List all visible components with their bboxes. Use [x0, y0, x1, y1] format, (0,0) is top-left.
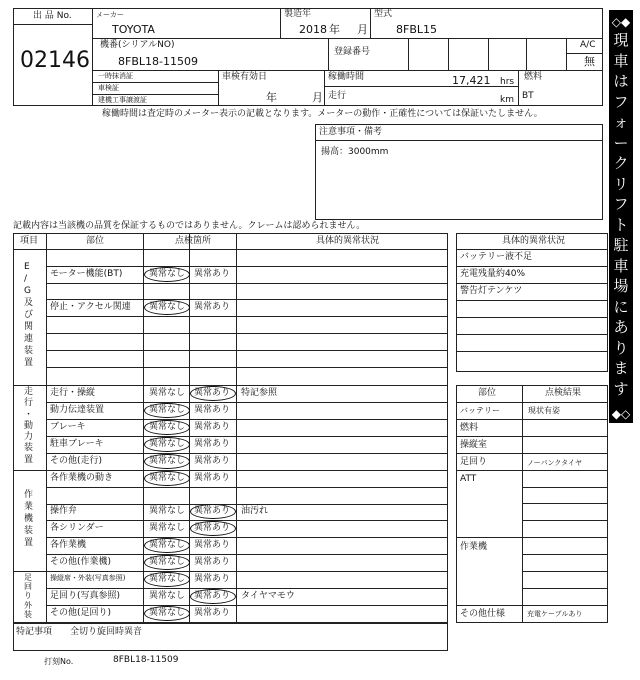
check-ng[interactable]: 異常あり	[194, 523, 231, 533]
row-rule	[522, 554, 608, 555]
check-ok[interactable]: 異常なし	[149, 388, 186, 398]
hours-unit: hrs	[500, 77, 515, 87]
group-label-char: 回	[24, 582, 32, 592]
check-ng[interactable]: 異常あり	[194, 540, 231, 550]
rb-cab-label: 操縦室	[460, 440, 488, 450]
group-label-char: 装	[24, 443, 34, 454]
rb-att-label: ATT	[460, 474, 477, 484]
table-row	[0, 299, 448, 316]
group-label-char: 置	[24, 454, 34, 465]
table-row	[0, 470, 448, 487]
banner-char: 車	[613, 256, 629, 275]
check-ok[interactable]: 異常なし	[149, 456, 186, 466]
banner-top-mark: ◇◆	[611, 15, 631, 29]
group-label-char: E	[24, 262, 30, 272]
row-rule	[456, 300, 608, 301]
check-ng[interactable]: 異常あり	[194, 302, 231, 312]
table-header-part: 部位	[86, 236, 105, 246]
group-label-char: 外	[24, 600, 32, 610]
table-row	[0, 402, 448, 419]
banner-char: リ	[613, 174, 629, 193]
circle-ok-mark	[144, 437, 190, 452]
check-ng[interactable]: 異常あり	[194, 473, 231, 483]
check-ng[interactable]: 異常あり	[194, 506, 231, 516]
check-ok[interactable]: 異常なし	[149, 506, 186, 516]
group-label-char: /	[24, 274, 28, 284]
check-ok[interactable]: 異常なし	[149, 422, 186, 432]
group-label-char: 走	[24, 387, 34, 397]
banner-bottom-mark: ◆◇	[611, 407, 631, 421]
row-rule	[456, 266, 608, 267]
reg-no-label: 登録番号	[334, 47, 371, 57]
rb-fuel-label: 燃料	[460, 423, 479, 433]
check-ok[interactable]: 異常なし	[149, 473, 186, 483]
table-header-detail: 具体的異常状況	[316, 236, 380, 246]
row-part: 動力伝達装置	[50, 405, 105, 415]
mileage-label: 走行	[328, 91, 347, 101]
table-row	[0, 453, 448, 470]
notes-value: 揚高：3000mm	[321, 147, 389, 157]
row-part: 駐車ブレーキ	[50, 439, 104, 449]
rb-tire-value: ノーパンクタイヤ	[527, 459, 583, 467]
row-rule	[522, 588, 608, 589]
right-header-result: 点検結果	[545, 388, 582, 398]
banner-char: ー	[613, 133, 629, 152]
ac-label: A/C	[580, 40, 596, 50]
banner-char: あ	[613, 318, 629, 336]
row-part: 操縦席・外装(写真参照)	[50, 574, 126, 582]
check-ng[interactable]: 異常あり	[194, 574, 231, 584]
cert-label-1: 車検証	[98, 84, 119, 92]
table-row	[0, 503, 448, 520]
maker-label: メーカー	[96, 11, 124, 19]
banner-char: 駐	[613, 236, 629, 254]
circle-ok-mark	[144, 471, 190, 486]
circle-ok-mark	[144, 606, 190, 621]
check-ng[interactable]: 異常あり	[194, 608, 231, 618]
check-ok[interactable]: 異常なし	[149, 269, 186, 279]
mileage-unit: km	[500, 95, 514, 105]
symptom-row: 充電残量約40%	[460, 269, 526, 279]
notes-label: 注意事項・備考	[319, 127, 383, 137]
table-row	[0, 333, 448, 350]
inspection-label: 車検有効日	[222, 72, 268, 82]
circle-ng-mark	[190, 589, 236, 604]
table-row	[0, 249, 448, 266]
stamp-value: 8FBL18-11509	[113, 655, 179, 665]
row-part: その他(足回り)	[50, 608, 112, 618]
table-row	[0, 605, 448, 622]
group-label-char: 装	[24, 346, 34, 356]
right-header-part: 部位	[478, 388, 497, 398]
year-value: 2018	[299, 23, 327, 36]
circle-ok-mark	[144, 420, 190, 435]
row-part: 各シリンダー	[50, 523, 104, 533]
banner-char: ま	[613, 359, 629, 377]
group-label-char: 機	[24, 513, 34, 524]
rb-tire-label: 足回り	[460, 457, 488, 467]
banner-char: ク	[613, 154, 629, 172]
group-label-char: び	[24, 310, 34, 320]
check-ok[interactable]: 異常なし	[149, 302, 186, 312]
circle-ok-mark	[144, 572, 190, 587]
row-rule	[456, 419, 608, 420]
circle-ng-mark	[190, 521, 236, 536]
check-ng[interactable]: 異常あり	[194, 439, 231, 449]
rb-work-label: 作業機	[460, 542, 488, 552]
group-label-char: ・	[24, 409, 34, 420]
table-row	[0, 316, 448, 333]
row-part: モーター機能(BT)	[50, 269, 123, 279]
row-part: ブレーキ	[50, 422, 86, 432]
right-top-header: 具体的異常状況	[502, 236, 566, 246]
row-detail: 特記参照	[241, 388, 278, 398]
check-ok[interactable]: 異常なし	[149, 574, 186, 584]
special-value: 全切り旋回時異音	[70, 627, 143, 637]
exhibit-no-label: 出 品 No.	[33, 11, 72, 21]
row-rule	[456, 402, 608, 403]
group-label-char: 作	[24, 489, 34, 500]
banner-char: 場	[613, 277, 629, 295]
circle-ok-mark	[144, 267, 190, 282]
banner-char: は	[613, 72, 629, 90]
row-part: 操作弁	[50, 506, 78, 516]
exhibit-no: 02146	[20, 48, 90, 73]
circle-ok-mark	[144, 555, 190, 570]
row-rule	[456, 249, 608, 250]
maker-value: TOYOTA	[112, 23, 155, 36]
group-label-char: 装	[24, 609, 32, 619]
group-label-char: 関	[24, 322, 34, 332]
group-label-char: 業	[24, 501, 34, 512]
fuel-value: BT	[522, 91, 534, 101]
row-detail: 油汚れ	[241, 506, 269, 516]
table-row	[0, 266, 448, 283]
serial-label: 機番(シリアルNO)	[100, 40, 175, 50]
special-label: 特記事項	[16, 627, 53, 637]
check-ok[interactable]: 異常なし	[149, 405, 186, 415]
row-rule	[456, 334, 608, 335]
check-ok[interactable]: 異常なし	[149, 540, 186, 550]
check-ng[interactable]: 異常あり	[194, 388, 231, 398]
quality-disclaimer: 記載内容は当該機の品質を保証するものではありません。クレームは認められません。	[13, 221, 366, 231]
group-label-char: G	[24, 286, 31, 296]
hours-label: 稼働時間	[328, 72, 365, 82]
table-row	[0, 554, 448, 571]
group-label-char: 置	[24, 537, 34, 548]
cert-label-2: 建機工事譲渡証	[98, 96, 147, 104]
circle-ok-mark	[144, 454, 190, 469]
check-ok[interactable]: 異常なし	[149, 608, 186, 618]
table-row	[0, 571, 448, 588]
group-label-char: 動	[24, 420, 34, 431]
ac-value: 無	[584, 55, 595, 68]
notes-box	[315, 124, 603, 220]
inspection-year-unit: 年	[266, 91, 277, 104]
row-rule	[522, 487, 608, 488]
row-part: 走行・操縦	[50, 388, 96, 398]
month-unit: 月	[357, 23, 368, 36]
table-row	[0, 537, 448, 554]
symptom-row: 警告灯テンケツ	[460, 286, 523, 296]
check-ng[interactable]: 異常あり	[194, 405, 231, 415]
row-rule	[456, 453, 608, 454]
check-ok[interactable]: 異常なし	[149, 439, 186, 449]
row-rule	[456, 537, 608, 538]
group-label-char: 装	[24, 525, 34, 536]
year-label: 製造年	[284, 9, 312, 19]
hours-value: 17,421	[452, 74, 491, 87]
row-rule	[456, 470, 608, 471]
circle-ng-mark	[190, 386, 236, 401]
row-rule	[522, 503, 608, 504]
table-header-item: 項目	[20, 236, 39, 246]
model-label: 型式	[374, 9, 393, 19]
row-rule	[456, 351, 608, 352]
check-ok[interactable]: 異常なし	[149, 557, 186, 567]
row-rule	[522, 571, 608, 572]
rb-other-label: その他仕様	[460, 609, 506, 619]
row-rule	[522, 520, 608, 521]
table-header-check: 点検箇所	[175, 236, 212, 246]
row-detail: タイヤマモウ	[241, 591, 295, 601]
row-rule	[46, 367, 448, 368]
circle-ng-mark	[190, 504, 236, 519]
check-ng[interactable]: 異常あり	[194, 591, 231, 601]
banner-char: り	[613, 338, 629, 357]
year-unit: 年	[329, 23, 340, 36]
symptom-row: バッテリー液不足	[460, 252, 533, 262]
inspection-month-unit: 月	[312, 91, 323, 104]
table-row	[0, 419, 448, 436]
row-rule	[456, 436, 608, 437]
circle-ok-mark	[144, 403, 190, 418]
banner-char: ォ	[613, 113, 629, 131]
row-part: 各作業機	[50, 540, 87, 550]
location-banner	[609, 10, 633, 423]
table-row	[0, 350, 448, 367]
banner-char: フ	[613, 195, 629, 213]
check-ng[interactable]: 異常あり	[194, 557, 231, 567]
check-ng[interactable]: 異常あり	[194, 269, 231, 279]
serial-value: 8FBL18-11509	[118, 55, 198, 68]
rb-other-value: 充電ケーブルあり	[527, 610, 583, 618]
rb-battery-value: 現状有姿	[528, 406, 560, 415]
circle-ok-mark	[144, 300, 190, 315]
check-ok[interactable]: 異常なし	[149, 523, 186, 533]
group-label-char: 足	[24, 573, 32, 582]
banner-char: ト	[613, 215, 629, 234]
hours-disclaimer: 稼働時間は査定時のメーター表示の記載となります。メーターの動作・正確性については保証いたしません。	[102, 109, 543, 119]
banner-char: フ	[613, 92, 629, 111]
table-row	[0, 487, 448, 504]
row-part: 停止・アクセル関連	[50, 302, 131, 312]
group-label-char: り	[24, 591, 32, 601]
circle-ok-mark	[144, 538, 190, 553]
group-label-char: 行	[24, 398, 34, 409]
row-part: その他(走行)	[50, 456, 103, 466]
fuel-label: 燃料	[524, 72, 543, 82]
row-part: 足回り(写真参照)	[50, 591, 121, 601]
row-part: その他(作業機)	[50, 557, 112, 567]
group-label-char: 連	[24, 334, 34, 344]
check-ng[interactable]: 異常あり	[194, 456, 231, 466]
banner-char: に	[613, 297, 629, 316]
model-value: 8FBL15	[396, 23, 437, 36]
table-row	[0, 282, 448, 299]
check-ok[interactable]: 異常なし	[149, 591, 186, 601]
table-row	[0, 436, 448, 453]
banner-char: す	[613, 379, 629, 398]
banner-char: 現	[613, 31, 629, 49]
table-row	[0, 588, 448, 605]
rb-battery-label: バッテリー	[460, 406, 500, 415]
table-row	[0, 520, 448, 537]
cert-label-0: 一時抹消証	[98, 72, 133, 80]
row-rule	[456, 283, 608, 284]
group-label-char: 置	[24, 358, 34, 368]
row-rule	[456, 317, 608, 318]
table-row	[0, 385, 448, 402]
row-part: 各作業機の動き	[50, 473, 114, 483]
row-rule	[456, 605, 608, 606]
group-label-char: 力	[24, 432, 34, 443]
banner-char: 車	[613, 51, 629, 70]
group-label-char: 及	[24, 298, 34, 308]
stamp-label: 打刻No.	[44, 657, 74, 666]
check-ng[interactable]: 異常あり	[194, 422, 231, 432]
